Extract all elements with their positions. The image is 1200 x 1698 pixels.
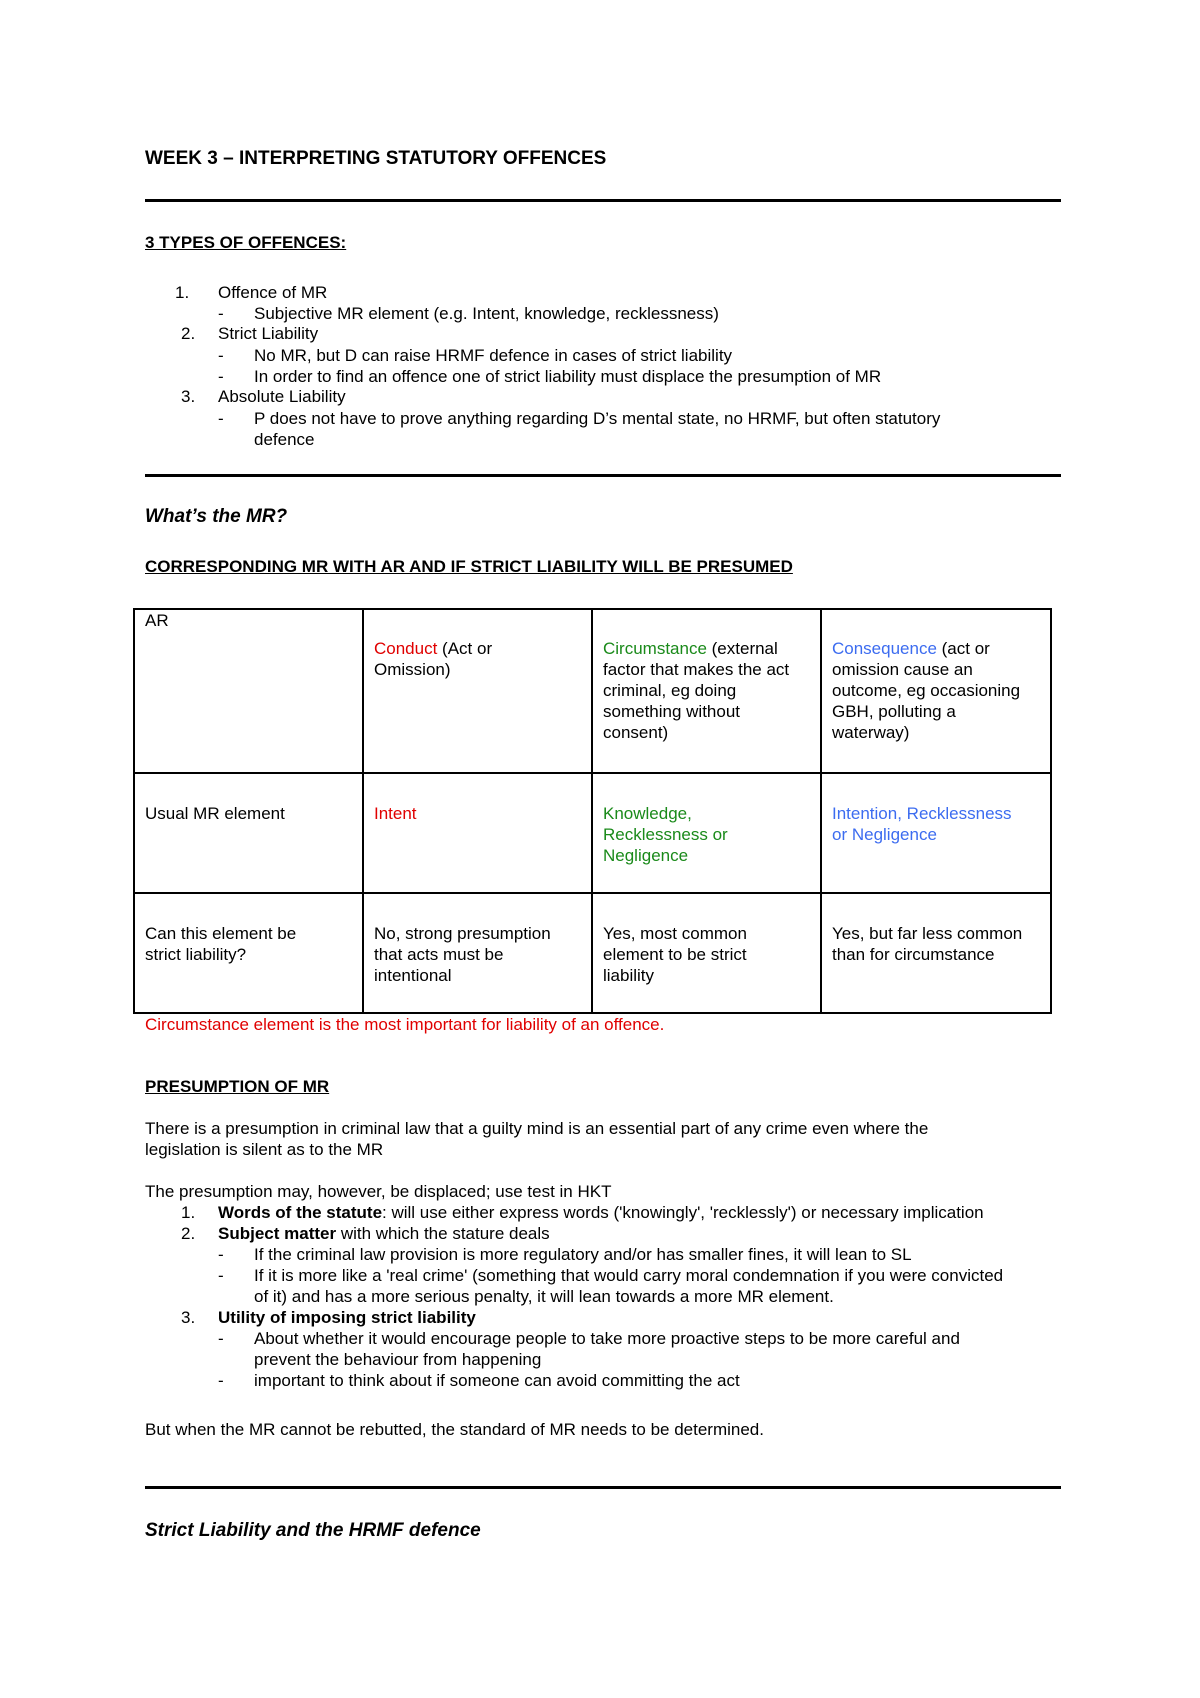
table-note: Circumstance element is the most important for liability of an offence. bbox=[145, 1015, 665, 1034]
list-number: 2. bbox=[181, 1224, 196, 1243]
table-cell bbox=[363, 609, 592, 773]
table-cell bbox=[592, 773, 821, 893]
cell-text: liability bbox=[603, 966, 655, 985]
page-title: WEEK 3 – INTERPRETING STATUTORY OFFENCES bbox=[145, 148, 607, 169]
list-subitem: In order to find an offence one of strict liability must displace the presumption of MR bbox=[254, 367, 882, 386]
list-item: Strict Liability bbox=[218, 324, 319, 343]
paragraph-line: legislation is silent as to the MR bbox=[145, 1140, 384, 1159]
cell-text: omission cause an bbox=[832, 660, 973, 679]
cell-text: waterway) bbox=[832, 723, 910, 742]
dash: - bbox=[218, 1266, 224, 1285]
list-subitem: If the criminal law provision is more regulatory and/or has smaller fines, it will lean to SL bbox=[254, 1245, 912, 1264]
paragraph-line: There is a presumption in criminal law that a guilty mind is an essential part of any crime even where the bbox=[145, 1119, 929, 1138]
list-subitem: important to think about if someone can avoid committing the act bbox=[254, 1371, 740, 1390]
cell-text: intentional bbox=[374, 966, 452, 985]
cell-text: outcome, eg occasioning bbox=[832, 681, 1021, 700]
next-section-heading: Strict Liability and the HRMF defence bbox=[145, 1520, 481, 1541]
list-subitem: Subjective MR element (e.g. Intent, knowledge, recklessness) bbox=[254, 304, 719, 323]
cell-text: Intent bbox=[374, 804, 417, 823]
cell-text: Yes, most common bbox=[603, 924, 747, 943]
list-item: Absolute Liability bbox=[218, 387, 346, 406]
table-cell bbox=[363, 773, 592, 893]
cell-text: Omission) bbox=[374, 660, 451, 679]
cell-text: Negligence bbox=[603, 846, 689, 865]
table-row bbox=[134, 773, 1051, 893]
cell-text: that acts must be bbox=[374, 945, 504, 964]
list-item: Words of the statute: will use either express words ('knowingly', 'recklessly') or necessary implication bbox=[218, 1203, 984, 1222]
cell-text: Recklessness or bbox=[603, 825, 728, 844]
cell-text: Knowledge, bbox=[603, 804, 692, 823]
table-row bbox=[134, 893, 1051, 1013]
table-cell bbox=[821, 609, 1051, 773]
paragraph-line: The presumption may, however, be displaced; use test in HKT bbox=[145, 1182, 612, 1201]
table-cell bbox=[821, 773, 1051, 893]
list-number: 1. bbox=[181, 1203, 196, 1222]
table-row bbox=[134, 609, 1051, 773]
table-cell bbox=[134, 773, 363, 893]
cell-text: factor that makes the act bbox=[603, 660, 790, 679]
list-number: 2. bbox=[181, 324, 196, 343]
cell-text: strict liability? bbox=[145, 945, 247, 964]
cell-text: criminal, eg doing bbox=[603, 681, 737, 700]
list-subitem: prevent the behaviour from happening bbox=[254, 1350, 542, 1369]
cell-text: something without bbox=[603, 702, 741, 721]
dash: - bbox=[218, 409, 224, 428]
list-item: Offence of MR bbox=[218, 283, 328, 302]
dash: - bbox=[218, 304, 224, 323]
cell-text: No, strong presumption bbox=[374, 924, 551, 943]
list-number: 3. bbox=[181, 387, 196, 406]
mr-heading: What’s the MR? bbox=[145, 506, 288, 527]
cell-text: GBH, polluting a bbox=[832, 702, 956, 721]
table-cell bbox=[134, 609, 363, 773]
list-subitem: About whether it would encourage people to take more proactive steps to be more careful and bbox=[254, 1329, 960, 1348]
cell-text: consent) bbox=[603, 723, 669, 742]
list-number: 3. bbox=[181, 1308, 196, 1327]
divider bbox=[145, 199, 1061, 202]
consequence-label: Consequence bbox=[832, 639, 937, 658]
list-subitem: No MR, but D can raise HRMF defence in cases of strict liability bbox=[254, 346, 733, 365]
cell-text: (external bbox=[706, 639, 778, 658]
types-heading: 3 TYPES OF OFFENCES: bbox=[145, 233, 347, 252]
conduct-label: Conduct bbox=[374, 639, 438, 658]
list-item: Utility of imposing strict liability bbox=[218, 1308, 476, 1327]
dash: - bbox=[218, 1245, 224, 1264]
divider bbox=[145, 1486, 1061, 1489]
cell-text: (act or bbox=[936, 639, 990, 658]
cell-text: Yes, but far less common bbox=[832, 924, 1023, 943]
list-item: Subject matter with which the stature deals bbox=[218, 1224, 550, 1243]
divider bbox=[145, 474, 1061, 477]
mr-subheading: CORRESPONDING MR WITH AR AND IF STRICT LIABILITY WILL BE PRESUMED bbox=[145, 557, 793, 576]
presumption-heading: PRESUMPTION OF MR bbox=[145, 1077, 330, 1096]
cell-text: AR bbox=[145, 611, 169, 630]
cell-text: Can this element be bbox=[145, 924, 297, 943]
list-subitem: If it is more like a 'real crime' (something that would carry moral condemnation if you were convicted bbox=[254, 1266, 1004, 1285]
dash: - bbox=[218, 367, 224, 386]
table-cell bbox=[363, 893, 592, 1013]
dash: - bbox=[218, 346, 224, 365]
list-subitem: P does not have to prove anything regarding D’s mental state, no HRMF, but often statutory bbox=[254, 409, 941, 428]
dash: - bbox=[218, 1371, 224, 1390]
list-subitem: of it) and has a more serious penalty, it will lean towards a more MR element. bbox=[254, 1287, 834, 1306]
table-cell bbox=[821, 893, 1051, 1013]
cell-text: than for circumstance bbox=[832, 945, 995, 964]
circumstance-label: Circumstance bbox=[603, 639, 707, 658]
table-cell bbox=[592, 893, 821, 1013]
mr-table bbox=[133, 608, 1052, 1014]
cell-text: Intention, Recklessness bbox=[832, 804, 1012, 823]
paragraph-line: But when the MR cannot be rebutted, the standard of MR needs to be determined. bbox=[145, 1420, 764, 1439]
list-subitem: defence bbox=[254, 430, 315, 449]
list-number: 1. bbox=[175, 283, 190, 302]
cell-text: (Act or bbox=[437, 639, 493, 658]
cell-text: or Negligence bbox=[832, 825, 937, 844]
table-cell bbox=[592, 609, 821, 773]
cell-text: Usual MR element bbox=[145, 804, 285, 823]
dash: - bbox=[218, 1329, 224, 1348]
cell-text: element to be strict bbox=[603, 945, 747, 964]
table-cell bbox=[134, 893, 363, 1013]
